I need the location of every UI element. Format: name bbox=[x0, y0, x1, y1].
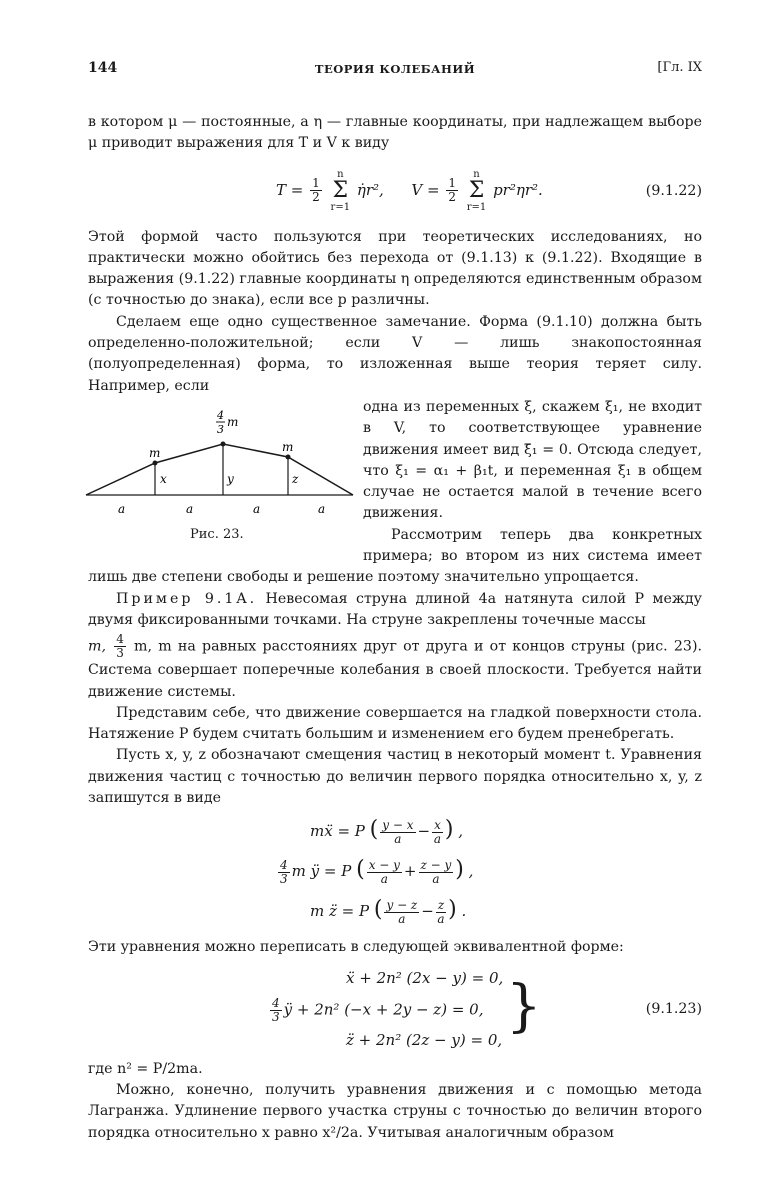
motion-eq-2: $\frac{4}{3}$ m ÿ = P ( $\frac{x - y}{a}$ + $\frac{z - y}{a}$ ) , bbox=[280, 857, 474, 886]
motion-eq-1: mẍ = P ( $\frac{y - x}{a}$ − $\frac{x}{a}$ ) , bbox=[310, 817, 464, 846]
running-header bbox=[88, 60, 702, 82]
string-diagram bbox=[78, 397, 363, 527]
eq1-sum-v: n Σ r=1 bbox=[466, 168, 487, 213]
paragraph-remark: Сделаем еще одно существенное замечание. Форма (9.1.10) должна быть определенно-положительной; если V — лишь знакопостоянная (полуопределенная) форма, то изложенная выше теория теряет силу. Например, если bbox=[88, 313, 702, 394]
motion-eq-3: m z̈ = P ( $\frac{y - z}{a}$ − $\frac{z}{a}$ ) . bbox=[310, 897, 467, 926]
figure-23 bbox=[78, 397, 363, 557]
eq1-half-v: $\frac{1}{2}$ bbox=[448, 176, 456, 205]
equiv-eq-1: ẍ + 2n² (2x − y) = 0, bbox=[346, 968, 504, 987]
segment-a1: a bbox=[118, 501, 126, 516]
mass-left-label: m bbox=[149, 445, 161, 460]
paragraph-main-coordinates: Этой формой часто пользуются при теоретических исследованиях, но практически можно обойтись без перехода от (9.1.13) к (9.1.22). Входящие в выражения (9.1.22) главные координаты η определяются единственным образом (с точностью до знака), если все p различны. bbox=[88, 228, 702, 309]
figure-caption: Рис. 23. bbox=[190, 526, 244, 542]
string bbox=[86, 444, 353, 495]
eq1-lhs-t: T = bbox=[276, 180, 304, 199]
equiv-eq-3: z̈ + 2n² (2z − y) = 0, bbox=[346, 1030, 503, 1049]
paragraph-example-masses bbox=[88, 633, 702, 703]
segment-a2: a bbox=[186, 501, 194, 516]
mass-left-dot bbox=[153, 460, 158, 465]
paragraph-equivalent-form: Эти уравнения можно переписать в следующей эквивалентной форме: bbox=[88, 939, 624, 956]
paragraph-lagrange: Можно, конечно, получить уравнения движения и с помощью метода Лагранжа. Удлинение первого участка струны с точностью до величин второго порядка относительно x равно x²/2a. Учитывая аналогичным образом bbox=[88, 1081, 702, 1141]
disp-x-label: x bbox=[160, 471, 167, 486]
example-text: Невесомая струна длиной 4a натянута силой P между двумя фиксированными точками. На струне закреплены точечные массы bbox=[88, 590, 702, 628]
example-mass-fraction: $\frac{4}{3}$ bbox=[116, 632, 124, 661]
disp-y-label: y bbox=[227, 471, 234, 486]
paragraph-intro: в котором μ — постоянные, а η — главные координаты, при надлежащем выборе μ приводит выражения для T и V к виду bbox=[88, 114, 702, 152]
segment-a3: a bbox=[253, 501, 261, 516]
segment-a4: a bbox=[318, 501, 326, 516]
mass-mid-m: m bbox=[227, 414, 239, 429]
mass-right-dot bbox=[286, 454, 291, 459]
paragraph-table-surface: Представим себе, что движение совершается на гладкой поверхности стола. Натяжение P будем считать большим и изменением его будем пренебрегать. bbox=[88, 704, 702, 743]
chapter-label: [Гл. IX bbox=[657, 60, 702, 75]
mass-mid-dot bbox=[221, 441, 226, 446]
paragraph-displacements: Пусть x, y, z обозначают смещения частиц в некоторый момент t. Уравнения движения частиц с точностью до величин первого порядка относительно x, y, z запишутся в виде bbox=[88, 747, 702, 807]
running-title: ТЕОРИЯ КОЛЕБАНИЙ bbox=[314, 62, 476, 76]
equation-number-9-1-23: (9.1.23) bbox=[645, 1000, 702, 1017]
example-label: Пример 9.1A. bbox=[116, 590, 258, 607]
page-number: 144 bbox=[88, 60, 118, 76]
equation-brace: } bbox=[506, 973, 542, 1039]
eq1-half-t: $\frac{1}{2}$ bbox=[312, 176, 320, 205]
eq1-sum-t: n Σ r=1 bbox=[330, 168, 351, 213]
disp-z-label: z bbox=[292, 471, 299, 486]
book-page bbox=[88, 60, 702, 1144]
equation-9-1-22 bbox=[88, 161, 702, 227]
paragraph-n-definition: где n² = P/2ma. bbox=[88, 1060, 203, 1077]
example-mass-m: m, bbox=[88, 638, 106, 655]
example-masses-rest: m, m на равных расстояниях друг от друга и от концов струны (рис. 23). Система совершает поперечные колебания в своей плоскости. Требуется найти движение системы. bbox=[88, 638, 702, 700]
equation-9-1-23 bbox=[88, 963, 702, 1059]
equation-number-9-1-22: (9.1.22) bbox=[645, 182, 702, 199]
mass-mid-den: 3 bbox=[217, 422, 224, 436]
eq1-body-t: η̇r², bbox=[356, 180, 384, 199]
equations-of-motion bbox=[88, 813, 702, 937]
paragraph-example bbox=[88, 589, 702, 632]
mass-mid-num: 4 bbox=[217, 408, 224, 422]
paragraph-remark-wrap: одна из переменных ξ, скажем ξ₁, не входит в V, то соответствующее уравнение движения имеет вид ξ̈₁ = 0. Отсюда следует, что ξ₁ = α₁ + β₁t, и переменная ξ₁ в общем случае не остается малой в течение всего движения. bbox=[363, 398, 702, 522]
equiv-eq-2: $\frac{4}{3}$ ÿ + 2n² (−x + 2y − z) = 0, bbox=[272, 995, 484, 1024]
eq1-lhs-v: V = bbox=[411, 180, 440, 199]
eq1-body-v: pr²ηr². bbox=[493, 180, 543, 199]
mass-right-label: m bbox=[282, 439, 294, 454]
paragraph-examples-intro: Рассмотрим теперь два конкретных примера; во втором из них система имеет лишь две степени свободы и решение поэтому значительно упрощается. bbox=[88, 526, 702, 586]
